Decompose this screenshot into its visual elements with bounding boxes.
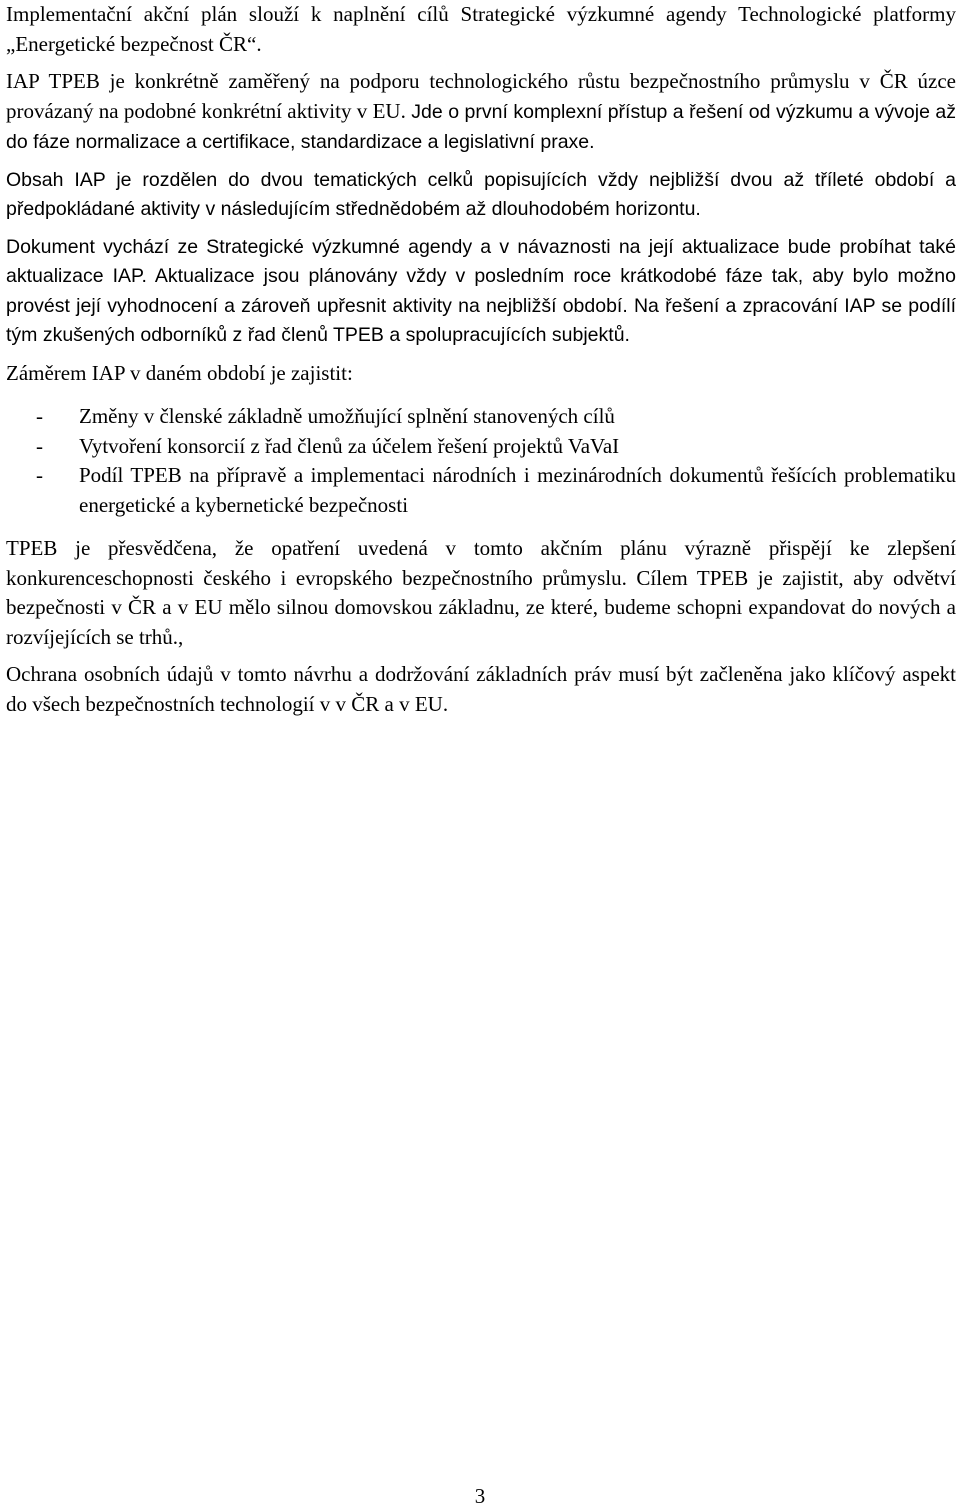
dash-marker: - [36, 463, 43, 487]
dash-marker: - [36, 404, 43, 428]
document-page [6, 0, 956, 719]
dash-marker: - [36, 433, 43, 458]
list-item [6, 461, 956, 520]
paragraph-focus-sans: Jde o první komplexní přístup a řešení od výzkumu a vývoje až do fáze normalizace a certifikace, standardizace a legislativní praxe. [6, 100, 957, 153]
paragraph-document: Dokument vychází ze Strategické výzkumné agendy a v návaznosti na její aktualizace bude probíhat také aktualizace IAP. Aktualizace jsou plánovány vždy v posledním roce krátkodobé fáze tak, aby bylo možno provést její vyhodnocení a zároveň upřesnit aktivity na nejbližší období. Na řešení a zpracování IAP se podílí tým zkušených odborníků z řad členů TPEB a spolupracujících subjektů. [6, 235, 956, 346]
paragraph-privacy: Ochrana osobních údajů v tomto návrhu a dodržování základních práv musí být začleněna jako klíčový aspekt do všech bezpečnostních technologií v v ČR a v EU. [6, 662, 956, 716]
paragraph-content: Obsah IAP je rozdělen do dvou tematických celků popisujících vždy nejbližší dvou až tříleté období a předpokládané aktivity v následujícím střednědobém až dlouhodobém horizontu. [6, 168, 956, 220]
list-item [6, 402, 956, 432]
paragraph-focus [6, 67, 956, 158]
page-number: 3 [474, 1484, 486, 1508]
paragraph-focus-serif: IAP TPEB je konkrétně zaměřený na podporu technologického růstu bezpečnostního průmyslu v ČR úzce provázaný na podobné konkrétní aktivity v EU. [6, 69, 956, 123]
paragraph-aim-intro: Záměrem IAP v daném období je zajistit: [6, 360, 353, 385]
list-item-text: Podíl TPEB na přípravě a implementaci národních i mezinárodních dokumentů řešících problematiku energetické a kybernetické bezpečnosti [79, 463, 956, 517]
list-item-text: Změny v členské základně umožňující splnění stanovených cílů [79, 404, 615, 428]
list-item-text: Vytvoření konsorcií z řad členů za účelem řešení projektů VaVaI [79, 433, 620, 458]
paragraph-conviction: TPEB je přesvědčena, že opatření uvedená v tomto akčním plánu výrazně přispějí ke zlepšení konkurenceschopnosti českého i evropského bezpečnostního průmyslu. Cílem TPEB je zajistit, aby odvětví bezpečnosti v ČR a v EU mělo silnou domovskou základnu, ze které, budeme schopni expandovat do nových a rozvíjejících se trhů., [6, 536, 956, 649]
list-item [6, 432, 956, 462]
aims-list [6, 402, 956, 520]
paragraph-intro: Implementační akční plán slouží k naplnění cílů Strategické výzkumné agendy Technologické platformy „Energetické bezpečnost ČR“. [6, 2, 956, 56]
